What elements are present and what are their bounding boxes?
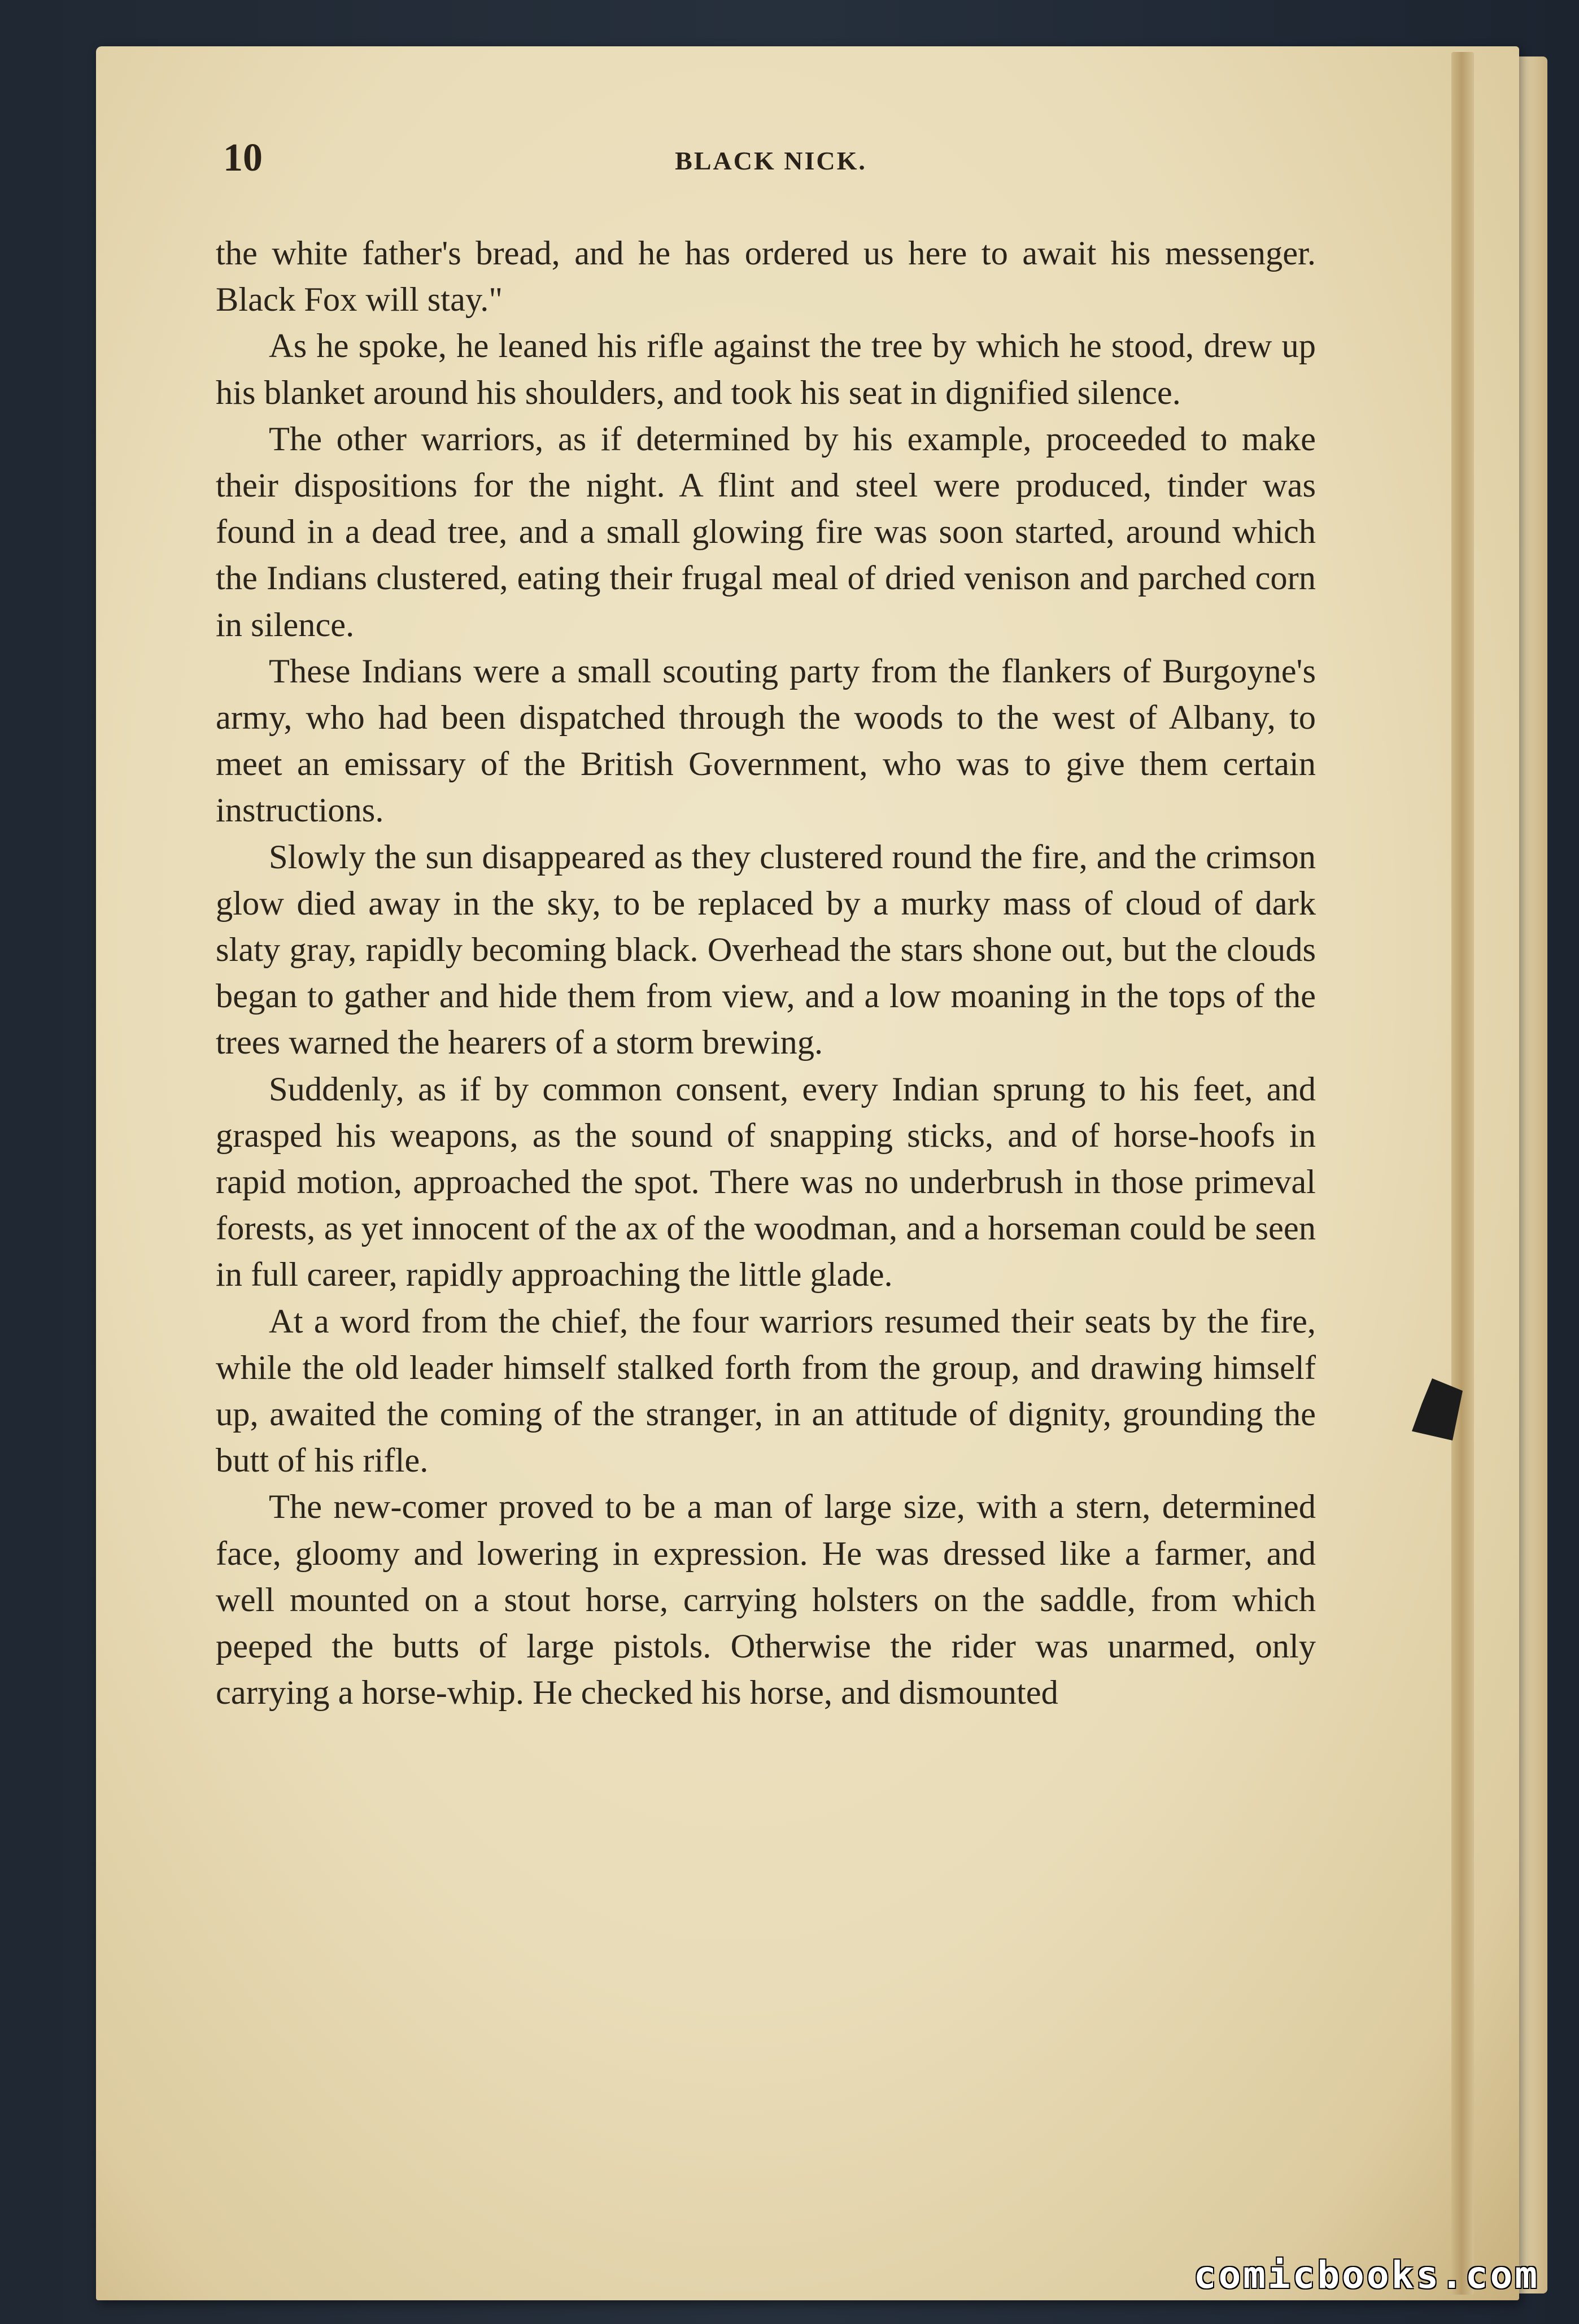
paragraph: the white father's bread, and he has ordered us here to await his messenger. Black Fox will stay." xyxy=(216,234,1316,319)
paragraph: At a word from the chief, the four warriors resumed their seats by the fire, while the old leader himself stalked forth from the group, and drawing himself up, awaited the coming of the stranger, in an attitude of dignity, grounding the butt of his rifle. xyxy=(216,1302,1316,1480)
body-text xyxy=(216,230,1316,1717)
running-head: BLACK NICK. xyxy=(675,146,867,175)
paragraph: The new-comer proved to be a man of large size, with a stern, determined face, gloomy and lowering in expression. He was dressed like a farmer, and well mounted on a stout horse, carrying holsters on the saddle, from which peeped the butts of large pistols. Otherwise the rider was unarmed, only carrying a horse-whip. He checked his horse, and dismounted xyxy=(216,1488,1316,1712)
paragraph: Slowly the sun disappeared as they clustered round the fire, and the crimson glow died away in the sky, to be replaced by a murky mass of cloud of dark slaty gray, rapidly becoming black. Overhead the stars shone out, but the clouds began to gather and hide them from view, and a low moaning in the tops of the trees warned the hearers of a storm brewing. xyxy=(216,838,1316,1062)
book-gutter xyxy=(1451,52,1474,2295)
paragraph: As he spoke, he leaned his rifle against the tree by which he stood, drew up his blanket around his shoulders, and took his seat in dignified silence. xyxy=(216,327,1316,412)
paragraph: The other warriors, as if determined by his example, proceeded to make their dispositions for the night. A flint and steel were produced, tinder was found in a dead tree, and a small glowing fire was soon started, around which the Indians clustered, eating their frugal meal of dried venison and parched corn in silence. xyxy=(216,420,1316,644)
site-watermark: comicbooks.com xyxy=(1193,2253,1539,2297)
paragraph: Suddenly, as if by common consent, every Indian sprung to his feet, and grasped his weapons, as the sound of snapping sticks, and of horse-hoofs in rapid motion, approached the spot. There was no underbrush in those primeval forests, as yet innocent of the ax of the woodman, and a horseman could be seen in full career, rapidly approaching the little glade. xyxy=(216,1070,1316,1294)
page-number: 10 xyxy=(223,136,263,180)
paragraph: These Indians were a small scouting party from the flankers of Burgoyne's army, who had been dispatched through the woods to the west of Albany, to meet an emissary of the British Government, who was to give them certain instructions. xyxy=(216,652,1316,830)
page-header xyxy=(223,136,1319,186)
